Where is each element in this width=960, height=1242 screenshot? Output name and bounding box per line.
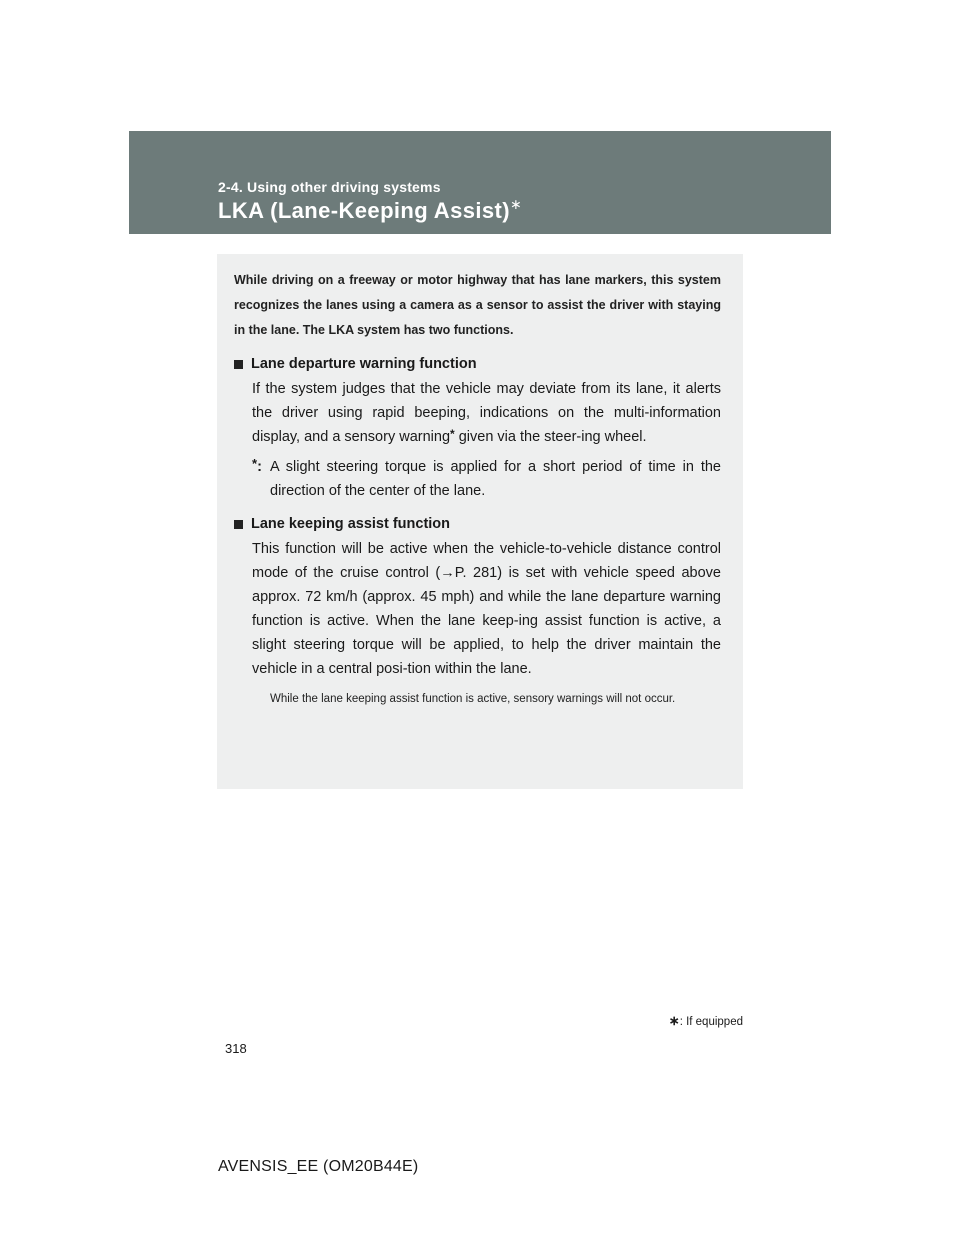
if-equipped-mark: ∗: [509, 196, 523, 212]
if-equipped-footnote: [655, 1013, 743, 1029]
equipped-text: : If equipped: [679, 1016, 743, 1028]
page-title-text: LKA (Lane-Keeping Assist): [218, 198, 510, 223]
equipped-mark: ∗: [668, 1013, 680, 1028]
ldw-heading: [234, 353, 721, 375]
lka-description: This function will be active when the vehicle-to-vehicle distance control mode of the cruise control (→P. 281) is set with vehicle speed above approx. 72 km/h (approx. 45 mph) and while the lane departure warning function is active. When the lane keep-ing assist function is active, a slight steering torque will be applied, to help the driver maintain the vehicle in a central posi-tion within the lane.: [252, 541, 721, 677]
ldw-footnote-text: A slight steering torque is applied for a short period of time in the direction of the center of the lane.: [270, 459, 721, 499]
ldw-footnote-star: *: [252, 456, 258, 471]
ldw-footnote: [252, 455, 721, 503]
ldw-text-part2: given via the steer-ing wheel.: [454, 429, 647, 445]
square-bullet-icon: [234, 360, 243, 369]
ldw-star: *: [450, 427, 455, 441]
page-title: [218, 198, 522, 224]
document-code: AVENSIS_EE (OM20B44E): [218, 1158, 419, 1175]
page-number: 318: [225, 1041, 247, 1056]
ldw-footnote-mark: [252, 455, 270, 503]
lka-heading: [234, 513, 721, 535]
intro-paragraph: While driving on a freeway or motor highway that has lane markers, this system recognizes the lanes using a camera as a sensor to assist the driver with staying in the lane. The LKA system has two functions.: [234, 273, 721, 337]
section-label: 2-4. Using other driving systems: [218, 179, 441, 195]
ldw-footnote-colon: :: [257, 459, 262, 475]
ldw-description: [252, 377, 721, 449]
content-box: [217, 254, 743, 789]
ldw-text-part1: If the system judges that the vehicle may deviate from its lane, it alerts the driver using rapid beeping, indications on the multi-information display, and a sensory warning: [252, 381, 721, 445]
ldw-heading-text: Lane departure warning function: [251, 356, 477, 372]
square-bullet-icon: [234, 520, 243, 529]
lka-note: While the lane keeping assist function is active, sensory warnings will not occur.: [270, 693, 676, 705]
lka-heading-text: Lane keeping assist function: [251, 516, 451, 532]
